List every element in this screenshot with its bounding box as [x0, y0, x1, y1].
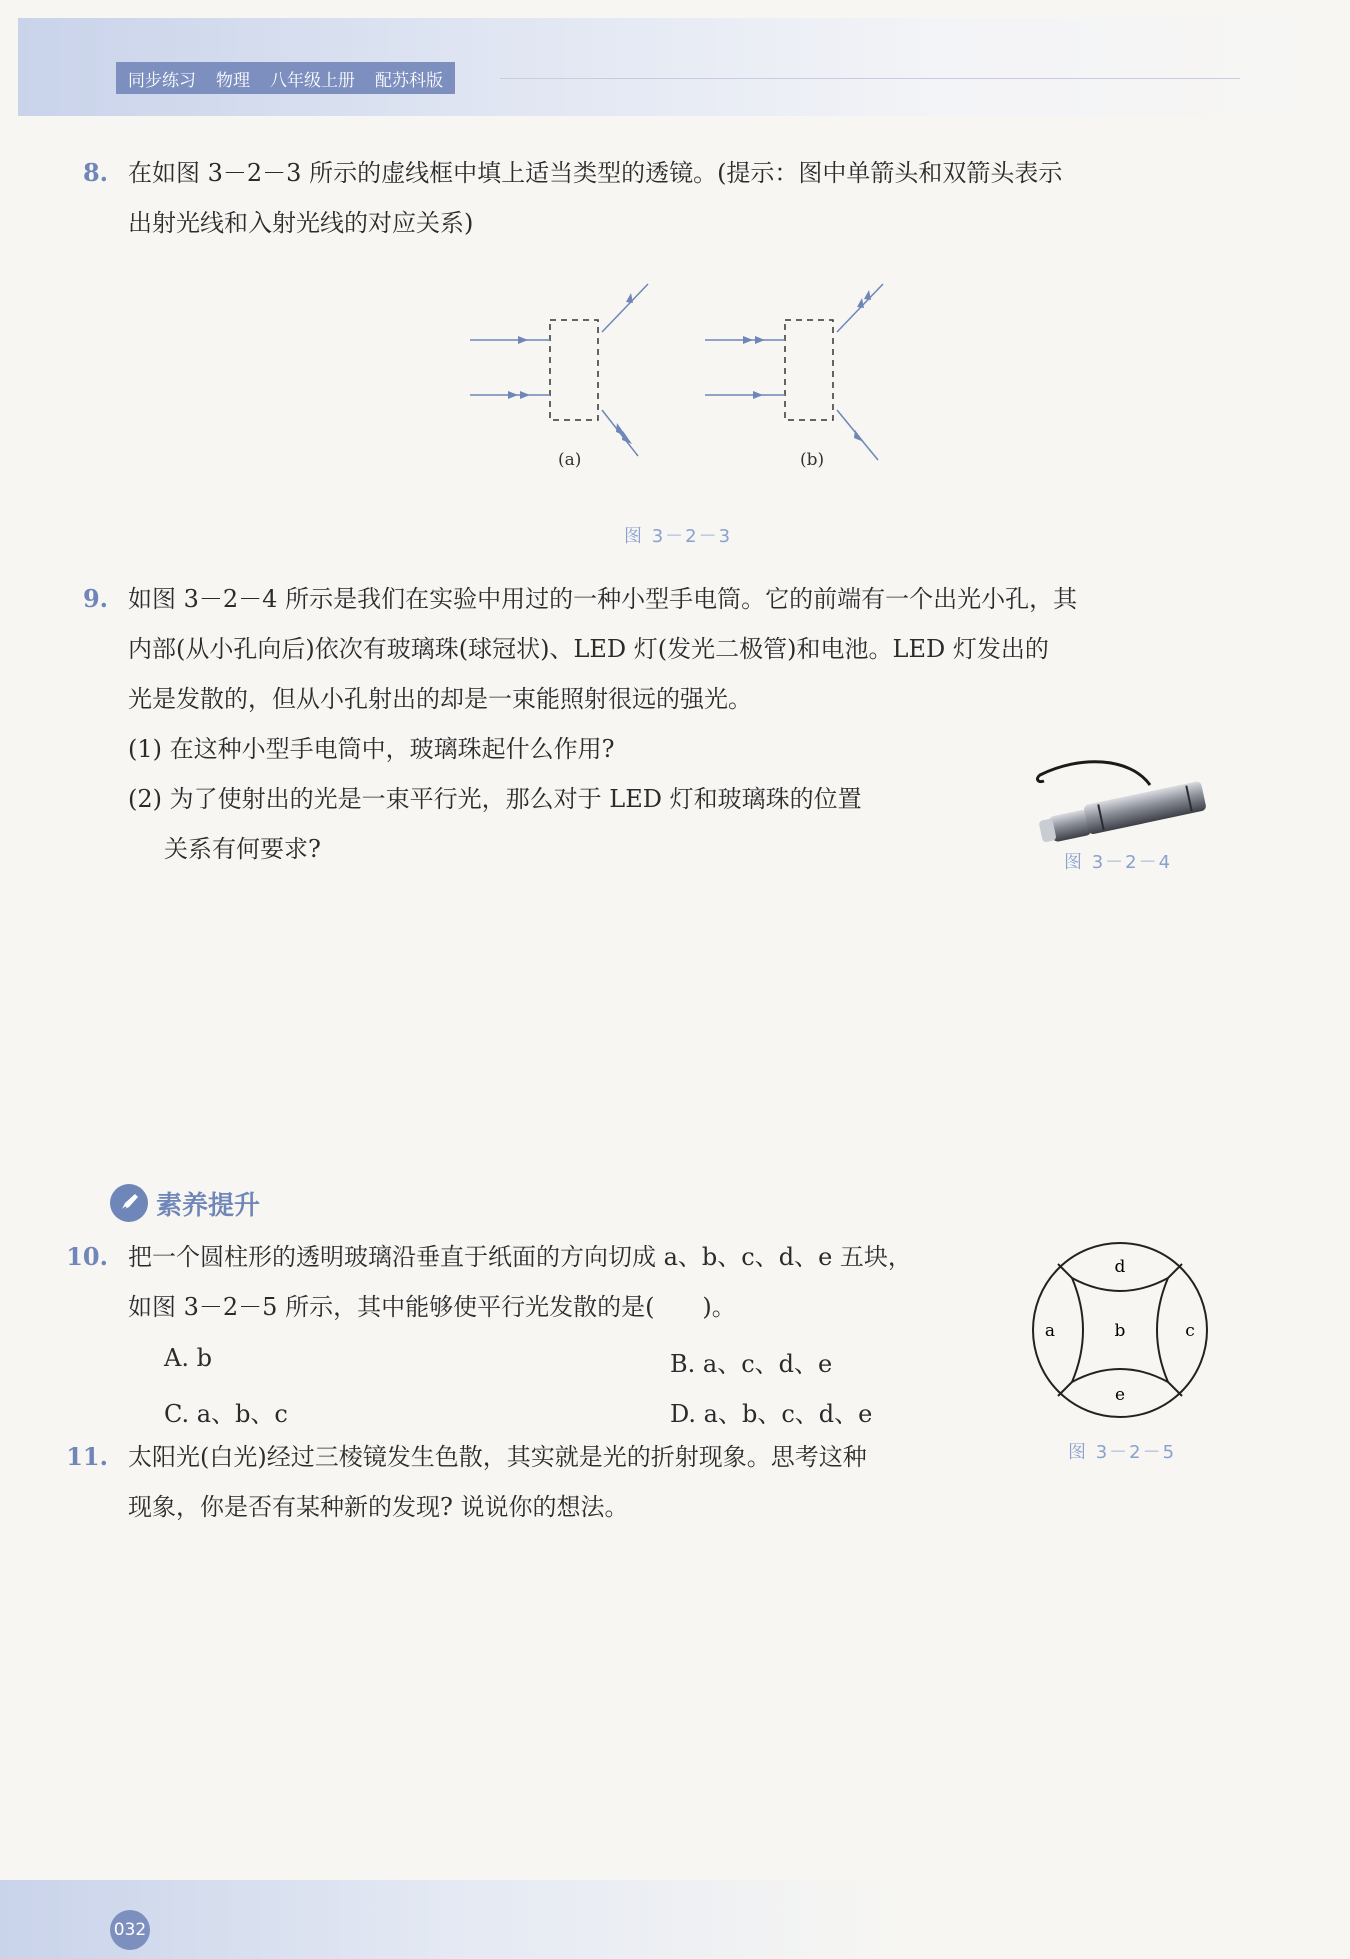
question-text: 内部(从小孔向后)依次有玻璃珠(球冠状)、LED 灯(发光二极管)和电池。LED 灯发出的 [128, 635, 1049, 663]
question-8 [82, 148, 1063, 248]
figure-caption: 图 3－2－3 [624, 526, 733, 547]
section-heading [110, 1182, 260, 1224]
figure-3-2-3 [460, 270, 920, 470]
diagram-b [705, 284, 883, 460]
subject-label: 物理 [216, 70, 250, 91]
section-title: 素养提升 [156, 1190, 261, 1221]
question-number: 8. [82, 158, 108, 187]
region-label-d: d [1114, 1257, 1126, 1277]
region-label-e: e [1114, 1385, 1126, 1405]
book-header [116, 62, 455, 94]
question-number: 11. [66, 1442, 108, 1471]
question-text: 如图 3－2－5 所示，其中能够使平行光发散的是( )。 [128, 1293, 736, 1321]
option-c: C. a、b、c [164, 1400, 288, 1428]
figure-label-b: (b) [800, 450, 825, 470]
header-rule [500, 78, 1240, 79]
sub-question-2-cont: 关系有何要求? [164, 835, 321, 863]
region-label-a: a [1044, 1321, 1056, 1341]
diagram-a [470, 284, 648, 456]
region-label-c: c [1185, 1321, 1195, 1341]
option-b: B. a、c、d、e [670, 1350, 833, 1378]
option-d: D. a、b、c、d、e [670, 1400, 873, 1428]
figure-3-2-5 [1028, 1238, 1212, 1422]
question-text: 出射光线和入射光线的对应关系) [128, 209, 474, 237]
question-9 [82, 574, 1078, 874]
region-label-b: b [1114, 1321, 1126, 1341]
question-10 [66, 1232, 912, 1332]
sub-question-2: (2) 为了使射出的光是一束平行光，那么对于 LED 灯和玻璃珠的位置 [128, 785, 862, 813]
figure-label-a: (a) [558, 450, 582, 470]
question-text: 现象，你是否有某种新的发现? 说说你的想法。 [128, 1493, 629, 1521]
sub-question-1: (1) 在这种小型手电筒中，玻璃珠起什么作用? [128, 735, 615, 763]
question-text: 如图 3－2－4 所示是我们在实验中用过的一种小型手电筒。它的前端有一个出光小孔，其 [128, 585, 1078, 613]
question-text: 在如图 3－2－3 所示的虚线框中填上适当类型的透镜。(提示：图中单箭头和双箭头表示 [128, 159, 1063, 187]
page-number: 032 [110, 1910, 150, 1950]
question-text: 把一个圆柱形的透明玻璃沿垂直于纸面的方向切成 a、b、c、d、e 五块， [128, 1243, 912, 1271]
rocket-icon [110, 1184, 148, 1222]
question-11 [66, 1432, 867, 1532]
series-label: 同步练习 [128, 70, 196, 91]
question-text: 太阳光(白光)经过三棱镜发生色散，其实就是光的折射现象。思考这种 [128, 1443, 867, 1471]
flashlight-image [1030, 755, 1220, 845]
figure-caption: 图 3－2－4 [1064, 852, 1173, 873]
question-number: 10. [66, 1242, 108, 1271]
question-text: 光是发散的，但从小孔射出的却是一束能照射很远的强光。 [128, 685, 752, 713]
option-a: A. b [164, 1344, 212, 1372]
question-number: 9. [82, 584, 108, 613]
grade-label: 八年级上册 [270, 70, 355, 91]
figure-caption: 图 3－2－5 [1068, 1442, 1177, 1463]
edition-label: 配苏科版 [375, 70, 443, 91]
